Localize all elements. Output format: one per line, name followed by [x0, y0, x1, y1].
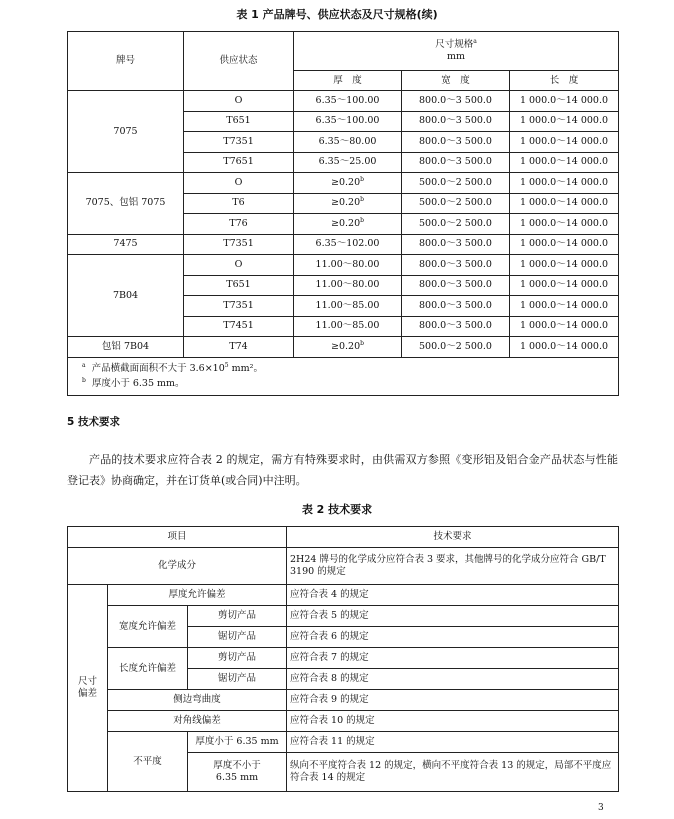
- footnote: $^b$ 厚度小于 6.35 mm。: [82, 376, 185, 389]
- length-cell: 1 000.0～14 000.0: [510, 193, 619, 214]
- thickness-cell: 11.00～80.00: [294, 275, 402, 296]
- length-cell: 1 000.0～14 000.0: [510, 132, 619, 153]
- thickness-cell: ≥0.20$^b$: [294, 193, 402, 214]
- length-cell: 1 000.0～14 000.0: [510, 275, 619, 296]
- t2-chem-label: 化学成分: [68, 548, 287, 585]
- grade-cell: 包铝 7B04: [68, 337, 184, 358]
- length-cell: 1 000.0～14 000.0: [510, 111, 619, 132]
- temper-cell: T651: [184, 111, 294, 132]
- header-thickness: 厚 度: [294, 71, 402, 91]
- temper-cell: T7451: [184, 316, 294, 337]
- t2-header-req: 技术要求: [287, 527, 619, 548]
- grade-cell: 7075、包铝 7075: [68, 173, 184, 235]
- thickness-cell: 11.00～85.00: [294, 296, 402, 317]
- table2-technical-requirements: [67, 526, 619, 792]
- width-cell: 800.0～3 500.0: [402, 132, 510, 153]
- grade-cell: 7B04: [68, 255, 184, 337]
- thickness-cell: ≥0.20$^b$: [294, 337, 402, 358]
- grade-cell: 7075: [68, 91, 184, 173]
- footnote: $^a$ 产品横截面面积不大于 $3.6\times 10^5$ mm²。: [82, 361, 263, 374]
- table1-product-specs: [67, 31, 619, 396]
- grade-cell: 7475: [68, 234, 184, 255]
- t2-length-sheared: 剪切产品: [188, 648, 287, 669]
- page-number: 3: [598, 803, 604, 813]
- header-width: 宽 度: [402, 71, 510, 91]
- length-cell: 1 000.0～14 000.0: [510, 296, 619, 317]
- temper-cell: T7351: [184, 234, 294, 255]
- thickness-cell: 11.00～80.00: [294, 255, 402, 276]
- table-row: [68, 91, 619, 112]
- table-row: [68, 173, 619, 194]
- temper-cell: T74: [184, 337, 294, 358]
- length-cell: 1 000.0～14 000.0: [510, 152, 619, 173]
- t2-length-sheared-req: 应符合表 7 的规定: [287, 648, 619, 669]
- table-row: [68, 255, 619, 276]
- thickness-cell: 11.00～85.00: [294, 316, 402, 337]
- width-cell: 500.0～2 500.0: [402, 173, 510, 194]
- t2-width-sheared-req: 应符合表 5 的规定: [287, 606, 619, 627]
- header-temper: 供应状态: [184, 32, 294, 91]
- width-cell: 800.0～3 500.0: [402, 111, 510, 132]
- t2-length-tol: 长度允许偏差: [108, 648, 188, 690]
- length-cell: 1 000.0～14 000.0: [510, 214, 619, 235]
- temper-cell: T6: [184, 193, 294, 214]
- t2-width-sawn-req: 应符合表 6 的规定: [287, 627, 619, 648]
- section-heading: 5 技术要求: [67, 416, 120, 428]
- t2-dim-label: 尺寸偏差: [68, 585, 108, 792]
- t2-flatness-thick: 厚度不小于 6.35 mm: [188, 753, 287, 792]
- table2-caption: 表 2 技术要求: [301, 503, 373, 516]
- length-cell: 1 000.0～14 000.0: [510, 337, 619, 358]
- t2-width-tol: 宽度允许偏差: [108, 606, 188, 648]
- temper-cell: O: [184, 255, 294, 276]
- width-cell: 500.0～2 500.0: [402, 337, 510, 358]
- t2-flatness: 不平度: [108, 732, 188, 792]
- length-cell: 1 000.0～14 000.0: [510, 173, 619, 194]
- t2-width-sheared: 剪切产品: [188, 606, 287, 627]
- t2-width-sawn: 锯切产品: [188, 627, 287, 648]
- width-cell: 500.0～2 500.0: [402, 193, 510, 214]
- t2-diagonal: 对角线偏差: [108, 711, 287, 732]
- t2-flatness-thin-req: 应符合表 11 的规定: [287, 732, 619, 753]
- length-cell: 1 000.0～14 000.0: [510, 316, 619, 337]
- width-cell: 500.0～2 500.0: [402, 214, 510, 235]
- width-cell: 800.0～3 500.0: [402, 91, 510, 112]
- temper-cell: T7651: [184, 152, 294, 173]
- thickness-cell: 6.35～100.00: [294, 111, 402, 132]
- t2-thickness-req: 应符合表 4 的规定: [287, 585, 619, 606]
- t2-diagonal-req: 应符合表 10 的规定: [287, 711, 619, 732]
- header-grade: 牌号: [68, 32, 184, 91]
- header-unit: mm: [446, 51, 466, 62]
- thickness-cell: 6.35～25.00: [294, 152, 402, 173]
- t2-flatness-thick-req: 纵向不平度符合表 12 的规定，横向不平度符合表 13 的规定，局部不平度应符合表 14 的规定: [287, 753, 619, 792]
- t2-length-sawn: 锯切产品: [188, 669, 287, 690]
- width-cell: 800.0～3 500.0: [402, 152, 510, 173]
- temper-cell: T7351: [184, 132, 294, 153]
- thickness-cell: 6.35～80.00: [294, 132, 402, 153]
- thickness-cell: 6.35～102.00: [294, 234, 402, 255]
- temper-cell: T76: [184, 214, 294, 235]
- length-cell: 1 000.0～14 000.0: [510, 234, 619, 255]
- width-cell: 800.0～3 500.0: [402, 316, 510, 337]
- width-cell: 800.0～3 500.0: [402, 234, 510, 255]
- width-cell: 800.0～3 500.0: [402, 275, 510, 296]
- width-cell: 800.0～3 500.0: [402, 255, 510, 276]
- table-row: [68, 337, 619, 358]
- thickness-cell: 6.35～100.00: [294, 91, 402, 112]
- table1-notes: [68, 357, 619, 395]
- t2-side-bend: 侧边弯曲度: [108, 690, 287, 711]
- width-cell: 800.0～3 500.0: [402, 296, 510, 317]
- thickness-cell: ≥0.20$^b$: [294, 173, 402, 194]
- length-cell: 1 000.0～14 000.0: [510, 255, 619, 276]
- temper-cell: T7351: [184, 296, 294, 317]
- temper-cell: T651: [184, 275, 294, 296]
- t2-side-bend-req: 应符合表 9 的规定: [287, 690, 619, 711]
- temper-cell: O: [184, 173, 294, 194]
- t2-flatness-thin: 厚度小于 6.35 mm: [188, 732, 287, 753]
- table-row: [68, 234, 619, 255]
- header-dimension: 尺寸规格$^a$ mm: [294, 32, 619, 71]
- section-paragraph: 产品的技术要求应符合表 2 的规定，需方有特殊要求时，由供需双方参照《变形铝及铝合金产品状态与性能登记表》协商确定，并在订货单(或合同)中注明。: [67, 453, 618, 487]
- length-cell: 1 000.0～14 000.0: [510, 91, 619, 112]
- thickness-cell: ≥0.20$^b$: [294, 214, 402, 235]
- header-length: 长 度: [510, 71, 619, 91]
- t2-header-item: 项目: [68, 527, 287, 548]
- t2-thickness-tol: 厚度允许偏差: [108, 585, 287, 606]
- temper-cell: O: [184, 91, 294, 112]
- t2-chem-req: 2H24 牌号的化学成分应符合表 3 要求，其他牌号的化学成分应符合 GB/T 3190 的规定: [287, 548, 619, 585]
- t2-length-sawn-req: 应符合表 8 的规定: [287, 669, 619, 690]
- table1-caption: 表 1 产品牌号、供应状态及尺寸规格(续): [236, 8, 438, 21]
